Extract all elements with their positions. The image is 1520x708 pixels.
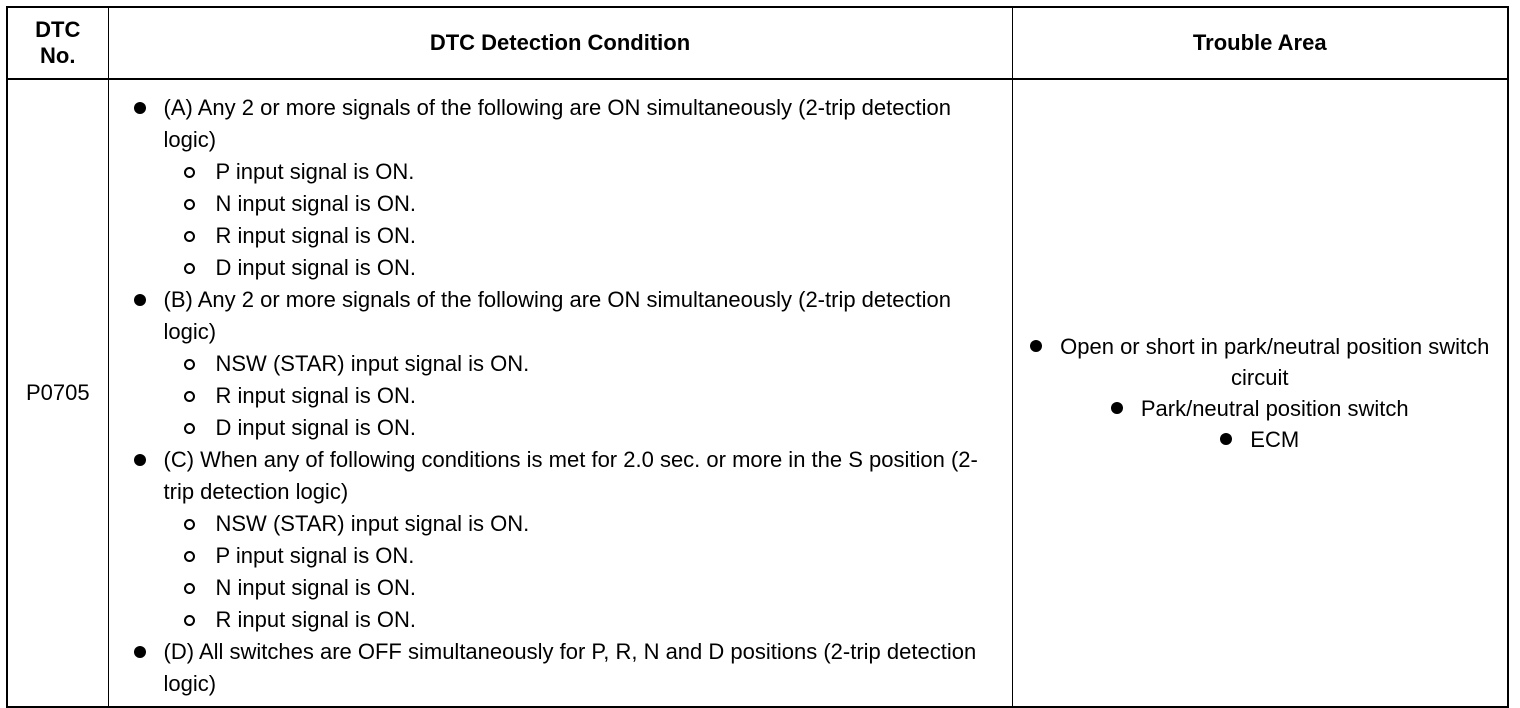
header-dtc-no-line1: DTC xyxy=(35,17,81,42)
condition-text: (A) Any 2 or more signals of the following are ON simultaneously (2-trip detection logic) xyxy=(163,95,951,152)
sub-condition xyxy=(164,604,992,636)
dtc-table xyxy=(6,6,1509,708)
header-dtc-no xyxy=(7,7,108,79)
header-trouble-area: Trouble Area xyxy=(1012,7,1508,79)
sub-condition-list xyxy=(164,348,992,444)
sub-condition xyxy=(164,156,992,188)
circle-icon xyxy=(184,423,195,434)
sub-condition-list xyxy=(164,156,992,284)
condition-text: (B) Any 2 or more signals of the following are ON simultaneously (2-trip detection logic) xyxy=(163,287,951,344)
detection-condition-cell xyxy=(108,79,1012,707)
table-header-row xyxy=(7,7,1508,79)
sub-condition xyxy=(164,252,992,284)
circle-icon xyxy=(184,359,195,370)
sub-condition-text: NSW (STAR) input signal is ON. xyxy=(215,511,530,536)
circle-icon xyxy=(184,199,195,210)
bullet-icon xyxy=(1111,402,1123,414)
circle-icon xyxy=(184,263,195,274)
trouble-area-item xyxy=(1023,424,1498,455)
sub-condition xyxy=(164,508,992,540)
condition-d xyxy=(131,636,992,700)
sub-condition-text: D input signal is ON. xyxy=(215,255,417,280)
sub-condition-text: R input signal is ON. xyxy=(215,607,417,632)
sub-condition xyxy=(164,412,992,444)
sub-condition-text: N input signal is ON. xyxy=(215,191,417,216)
trouble-area-text: ECM xyxy=(1250,427,1300,452)
header-detection-condition: DTC Detection Condition xyxy=(108,7,1012,79)
condition-list xyxy=(131,92,992,700)
trouble-area-cell xyxy=(1012,79,1508,707)
sub-condition-text: N input signal is ON. xyxy=(215,575,417,600)
trouble-area-item xyxy=(1023,393,1498,424)
bullet-icon xyxy=(134,294,146,306)
condition-b xyxy=(131,284,992,444)
circle-icon xyxy=(184,167,195,178)
bullet-icon xyxy=(134,454,146,466)
sub-condition-text: NSW (STAR) input signal is ON. xyxy=(215,351,530,376)
sub-condition-text: P input signal is ON. xyxy=(215,543,415,568)
condition-text: (D) All switches are OFF simultaneously for P, R, N and D positions (2-trip detection logic) xyxy=(163,639,977,696)
sub-condition xyxy=(164,348,992,380)
sub-condition xyxy=(164,188,992,220)
sub-condition-list xyxy=(164,508,992,636)
condition-a xyxy=(131,92,992,284)
circle-icon xyxy=(184,519,195,530)
circle-icon xyxy=(184,231,195,242)
sub-condition xyxy=(164,220,992,252)
sub-condition-text: R input signal is ON. xyxy=(215,383,417,408)
sub-condition-text: R input signal is ON. xyxy=(215,223,417,248)
bullet-icon xyxy=(134,102,146,114)
sub-condition xyxy=(164,572,992,604)
circle-icon xyxy=(184,551,195,562)
trouble-area-text: Park/neutral position switch xyxy=(1140,396,1409,421)
sub-condition xyxy=(164,540,992,572)
trouble-area-item xyxy=(1023,331,1498,393)
sub-condition-text: D input signal is ON. xyxy=(215,415,417,440)
bullet-icon xyxy=(1030,340,1042,352)
table-row xyxy=(7,79,1508,707)
circle-icon xyxy=(184,615,195,626)
sub-condition-text: P input signal is ON. xyxy=(215,159,415,184)
circle-icon xyxy=(184,391,195,402)
circle-icon xyxy=(184,583,195,594)
trouble-area-text: Open or short in park/neutral position switch circuit xyxy=(1060,334,1490,390)
dtc-code: P0705 xyxy=(7,79,108,707)
condition-c xyxy=(131,444,992,636)
bullet-icon xyxy=(1220,433,1232,445)
header-dtc-no-line2: No. xyxy=(40,43,76,68)
bullet-icon xyxy=(134,646,146,658)
sub-condition xyxy=(164,380,992,412)
condition-text: (C) When any of following conditions is met for 2.0 sec. or more in the S position (2-trip detection logic) xyxy=(163,447,978,504)
